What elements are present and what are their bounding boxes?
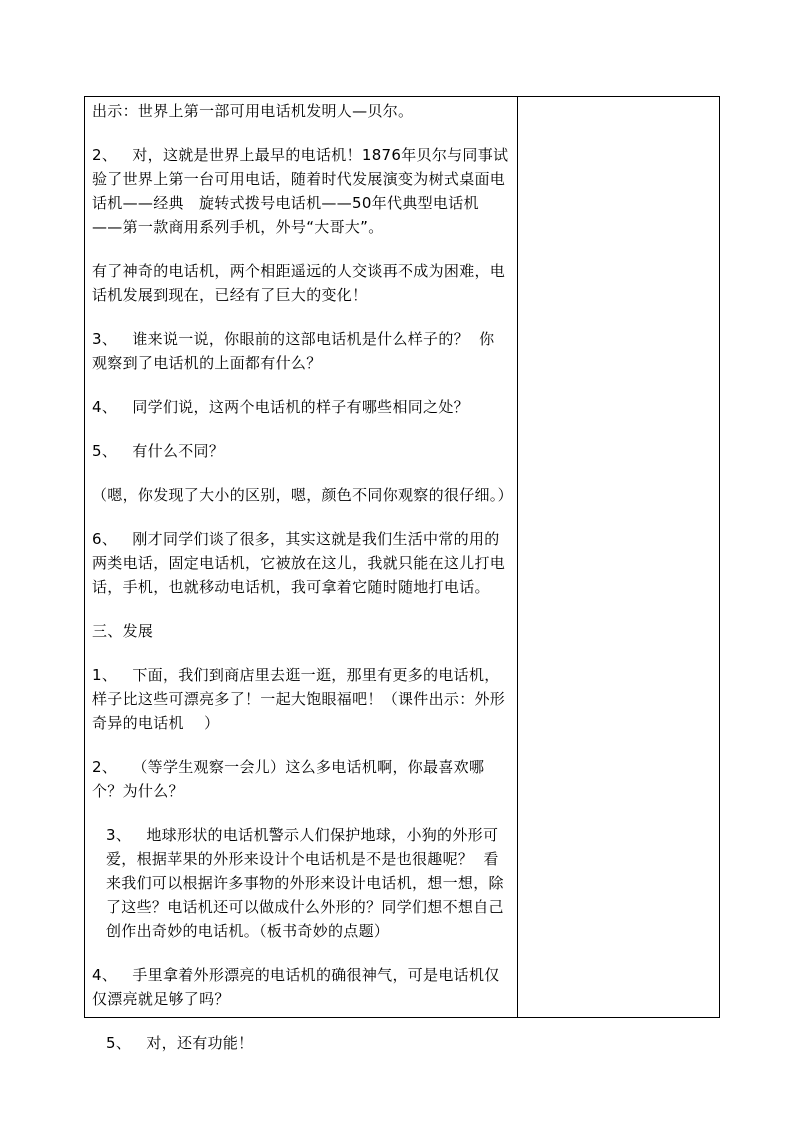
- lesson-content-cell: [85, 97, 517, 1052]
- paragraph-change: 有了神奇的电话机，两个相距遥远的人交谈再不成为困难，电话机发展到现在，已经有了巨大的变化！: [92, 262, 506, 304]
- paragraph-d5: 5、 对，还有功能！: [106, 1034, 254, 1052]
- paragraph-inventor: 出示：世界上第一部可用电话机发明人—贝尔。: [92, 102, 414, 120]
- paragraph-d1: 1、 下面，我们到商店里去逛一逛，那里有更多的电话机，样子比这些可漂亮多了！一起大饱眼福吧！（课件出示：外形奇异的电话机 ）: [92, 666, 506, 732]
- lesson-table: [84, 96, 720, 1052]
- paragraph-q6: 6、 刚才同学们谈了很多，其实这就是我们生活中常的用的两类电话，固定电话机，它被放在这儿，我就只能在这儿打电话，手机，也就移动电话机，我可拿着它随时随地打电话。: [92, 530, 506, 596]
- section-heading-development: 三、发展: [92, 622, 154, 640]
- paragraph-d2: 2、 （等学生观察一会儿）这么多电话机啊，你最喜欢哪个？为什么？: [92, 758, 485, 800]
- paragraph-q3: 3、 谁来说一说，你眼前的这部电话机是什么样子的？ 你观察到了电话机的上面都有什么？: [92, 330, 495, 372]
- paragraph-history: 2、 对，这就是世界上最早的电话机！1876年贝尔与同事试验了世界上第一台可用电话，随着时代发展演变为树式桌面电话机——经典 旋转式拨号电话机——50年代典型电话机——第一款商用系列手机，外号“大哥大”。: [92, 146, 509, 236]
- paragraph-note: （嗯，你发现了大小的区别，嗯，颜色不同你观察的很仔细。）: [92, 486, 513, 504]
- paragraph-q5: 5、 有什么不同？: [92, 442, 225, 460]
- paragraph-d3: 3、 地球形状的电话机警示人们保护地球，小狗的外形可爱，根据苹果的外形来设计个电话机是不是也很趣呢？ 看来我们可以根据许多事物的外形来设计电话机，想一想，除了这些？电话机还可以做成什么外形的？同学们想不想自己创作出奇妙的电话机。（板书奇妙的点题）: [106, 826, 504, 940]
- paragraph-q4: 4、 同学们说，这两个电话机的样子有哪些相同之处？: [92, 398, 469, 416]
- notes-cell: [518, 97, 719, 1017]
- paragraph-d4: 4、 手里拿着外形漂亮的电话机的确很神气，可是电话机仅仅漂亮就足够了吗？: [92, 966, 500, 1008]
